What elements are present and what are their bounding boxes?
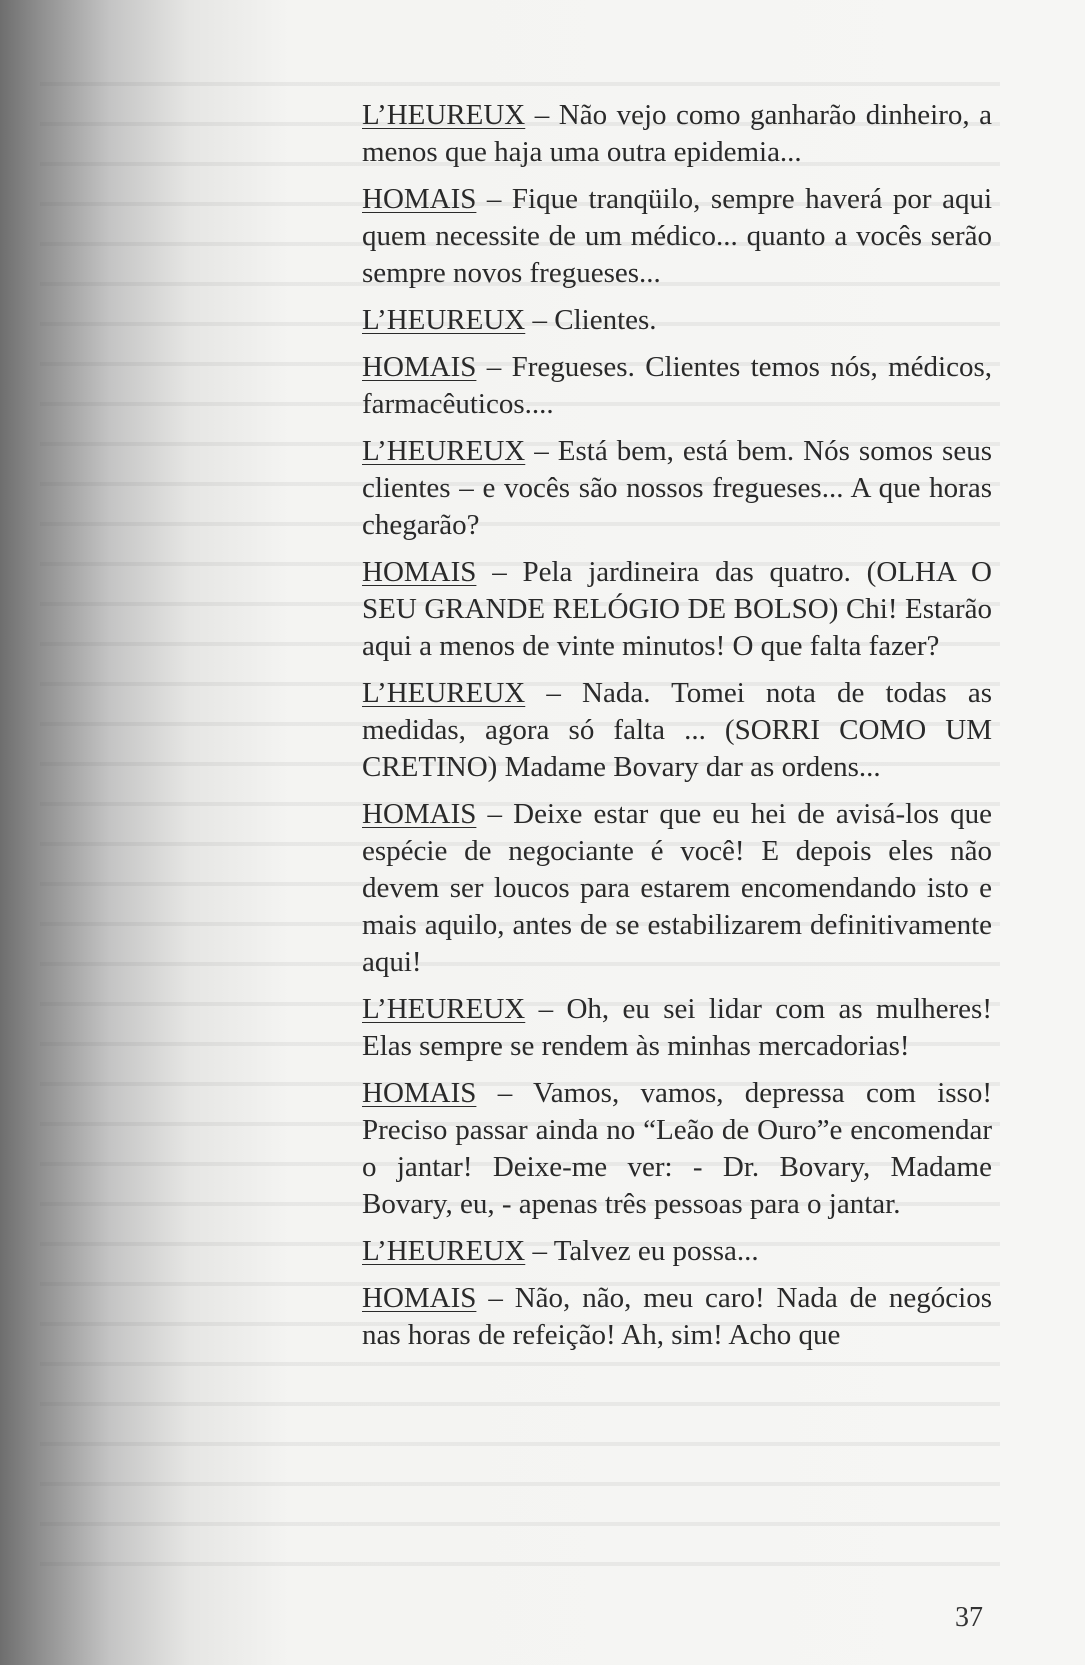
dialogue-line [362,181,992,292]
dialogue-line [362,97,992,171]
speech-text: – Não, não, meu caro! Nada de negócios nas horas de refeição! Ah, sim! Acho que [362,1282,992,1351]
speech-text: – Não vejo como ganharão dinheiro, a menos que haja uma outra epidemia... [362,99,992,168]
speaker-name: HOMAIS [362,798,477,830]
dialogue-line [362,675,992,786]
speech-text: – Clientes. [525,304,657,336]
page-number: 37 [955,1602,983,1633]
speech-text: – Está bem, está bem. Nós somos seus clientes – e vocês são nossos fregueses... A que horas chegarão? [362,435,992,541]
dialogue-line [362,349,992,423]
dialogue-line [362,796,992,981]
speech-text: – Talvez eu possa... [525,1235,759,1267]
speaker-name: HOMAIS [362,351,477,383]
speech-text: – Pela jardineira das quatro. (OLHA O SEU GRANDE RELÓGIO DE BOLSO) Chi! Estarão aqui a menos de vinte minutos! O que falta fazer? [362,556,992,662]
speaker-name: L’HEUREUX [362,677,526,709]
dialogue-line [362,1075,992,1223]
speech-text: – Nada. Tomei nota de todas as medidas, agora só falta ... (SORRI COMO UM CRETINO) Madame Bovary dar as ordens... [362,677,992,783]
dialogue-text-block [362,97,992,1364]
speaker-name: HOMAIS [362,183,477,215]
speaker-name: HOMAIS [362,556,477,588]
speaker-name: HOMAIS [362,1077,477,1109]
dialogue-line [362,1233,992,1270]
speech-text: – Oh, eu sei lidar com as mulheres! Elas sempre se rendem às minhas mercadorias! [362,993,992,1062]
speaker-name: L’HEUREUX [362,304,526,336]
speech-text: – Vamos, vamos, depressa com isso! Preciso passar ainda no “Leão de Ouro”e encomendar o jantar! Deixe-me ver: - Dr. Bovary, Madame Bovary, eu, - apenas três pessoas para o jantar. [362,1077,992,1220]
speaker-name: L’HEUREUX [362,99,526,131]
speech-text: – Fregueses. Clientes temos nós, médicos, farmacêuticos.... [362,351,992,420]
speech-text: – Deixe estar que eu hei de avisá-los que espécie de negociante é você! E depois eles não devem ser loucos para estarem encomendando isto e mais aquilo, antes de se estabilizarem definitivamente aqui! [362,798,992,978]
speech-text: – Fique tranqüilo, sempre haverá por aqui quem necessite de um médico... quanto a vocês serão sempre novos fregueses... [362,183,992,289]
dialogue-line [362,433,992,544]
speaker-name: L’HEUREUX [362,435,526,467]
dialogue-line [362,302,992,339]
dialogue-line [362,554,992,665]
speaker-name: HOMAIS [362,1282,477,1314]
dialogue-line [362,991,992,1065]
dialogue-line [362,1280,992,1354]
speaker-name: L’HEUREUX [362,1235,526,1267]
speaker-name: L’HEUREUX [362,993,526,1025]
